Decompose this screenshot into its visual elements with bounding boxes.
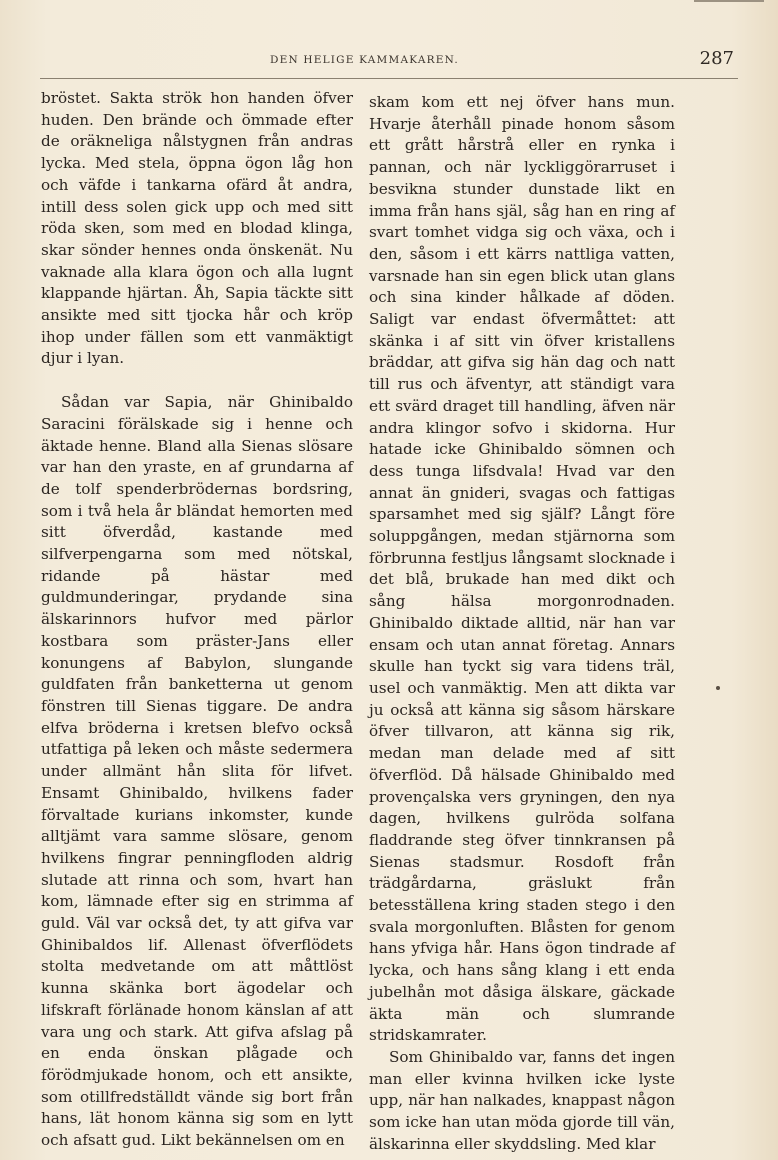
paragraph: skam kom ett nej öfver hans mun. Hvarje återhåll pinade honom såsom ett grått hårstrå eller en rynka i pannan, och när lyckliggörarruset i besvikna stunder dunstade likt en imma från hans själ, såg han en ring af svart tomhet vidga sig och växa, och i den, såsom i ett kärrs nattliga vatten, varsnade han sin egen blick utan glans och sina kinder hålkade af döden. Saligt var endast öfvermåttet: att skänka i af sitt vin öfver kristallens bräddar, att gifva sig hän dag och natt till rus och äfventyr, att ständigt vara ett svärd draget till handling, äfven när andra klingor sofvo i skidorna. Hur hatade icke Ghinibaldo sömnen och dess tunga lifsdvala! Hvad var den annat än gnideri, svagas och fattigas sparsamhet med sig själf? Långt före soluppgången, medan stjärnorna som förbrunna festljus långsamt slocknade i det blå, brukade han med dikt och sång hälsa morgonrodnaden. Ghinibaldo diktade alltid, när han var ensam och utan annat företag. Annars skulle han tyckt sig vara tidens träl, usel och vanmäktig. Men att dikta var ju också att känna sig såsom härskare öfver tillvaron, att känna sig rik, medan man delade med af sitt öfverflöd. Då hälsade Ghinibaldo med provençalska vers gryningen, den nya dagen, hvilkens gulröda solfana fladdrande steg öfver tinnkransen på Sienas stadsmur. Rosdoft från trädgårdarna, gräslukt från betesställena kring staden stego i den svala morgonluften. Blåsten for genom hans yfviga hår. Hans ögon tindrade af lycka, och hans sång klang i ett enda jubelhån mot dåsiga älskare, gäckade äkta män och slumrande stridskamrater. [369,93,675,1045]
page-edge-mark [694,0,764,2]
paragraph: bröstet. Sakta strök hon handen öfver huden. Den brände och ömmade efter de oräkneliga nålstygnen från andras lycka. Med stela, öppna ögon låg hon och väfde i tankarna ofärd åt andra, intill dess solen gick upp och med sitt röda sken, som med en blodad klinga, skar sönder hennes onda önskenät. Nu vaknade alla klara ögon och alla lugnt klappande hjärtan. Åh, Sapia täckte sitt ansikte med sitt tjocka hår och kröp ihop under fällen som ett vanmäktigt djur i lyan. [41,89,353,368]
right-column [369,92,675,1155]
paragraph: Som Ghinibaldo var, fanns det ingen man eller kvinna hvilken icke lyste upp, när han nalkades, knappast någon som icke han utan möda gjorde till vän, älskarinna eller skyddsling. Med klar [369,1047,675,1153]
left-column [41,88,353,1152]
paragraph: Sådan var Sapia, när Ghinibaldo Saracini förälskade sig i henne och äktade henne. Bland alla Sienas slösare var han den yraste, en af grundarna af de tolf spenderbrödernas bordsring, som i två hela år bländat hemorten med sitt öfverdåd, kastande med silfverpengarna som med nötskal, ridande på hästar med guldmunderingar, prydande sina älskarinnors hufvor med pärlor kostbara som präster-Jans eller konungens af Babylon, slungande guldfaten från banketterna ut genom fönstren till Sienas tiggare. De andra elfva bröderna i kretsen blefvo också utfattiga på leken och måste sedermera under allmänt hån slita för lifvet. Ensamt Ghinibaldo, hvilkens fader förvaltade kurians inkomster, kunde alltjämt vara samme slösare, genom hvilkens fingrar penningfloden aldrig slutade att rinna och som, hvart han kom, lämnade efter sig en strimma af guld. Väl var också det, ty att gifva var Ghinibaldos lif. Allenast öfverflödets stolta medvetande om att måttlöst kunna skänka bort ägodelar och lifskraft förlänade honom känslan af att vara ung och stark. Att gifva afslag på en enda önskan plågade och förödmjukade honom, och ett ansikte, som otillfredställdt vände sig bort från hans, lät honom känna sig som en lytt och afsatt gud. Likt bekännelsen om en [41,393,353,1150]
running-title: DEN HELIGE KAMMAKAREN. [270,54,459,66]
ink-speck [716,686,720,690]
page-number: 287 [699,48,734,69]
page-header [40,48,738,79]
